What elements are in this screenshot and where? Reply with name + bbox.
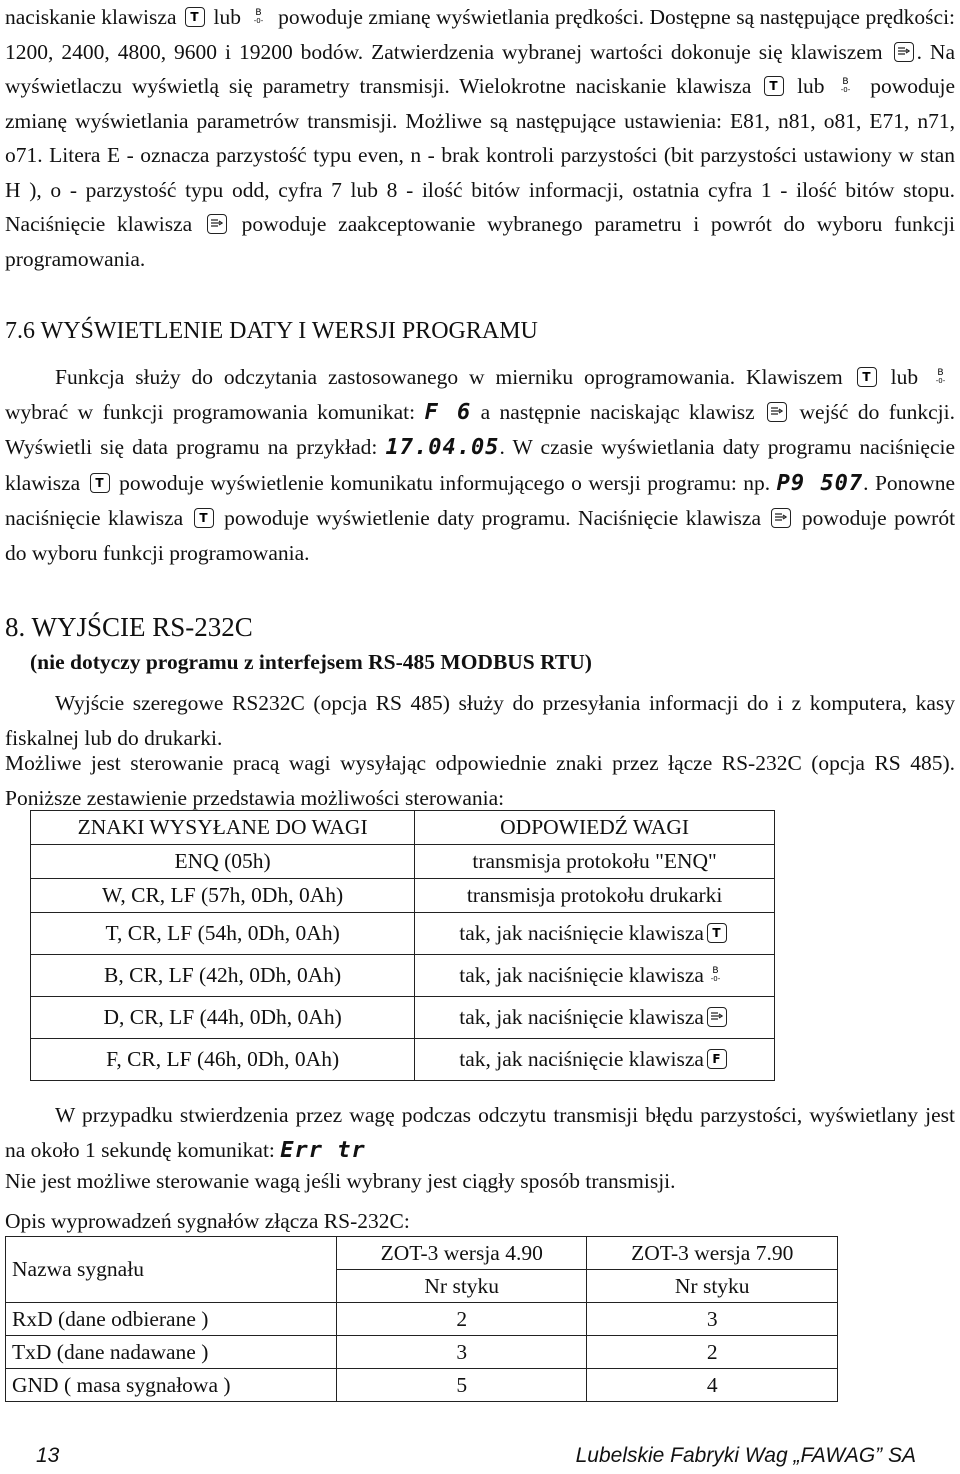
section-text: a następnie naciskając klawisz bbox=[480, 399, 755, 424]
intro-text: powoduje zaakceptowanie wybranego parametru i powrót do wyboru funkcji programowania. bbox=[5, 212, 956, 271]
table-cell: transmisja protokołu "ENQ" bbox=[415, 845, 775, 879]
svg-text:F: F bbox=[712, 1052, 721, 1066]
svg-text:T: T bbox=[712, 926, 721, 940]
svg-text:B: B bbox=[842, 77, 849, 87]
section-text: Funkcja służy do odczytania zastosowanego w mierniku oprogramowania. Klawiszem bbox=[55, 365, 843, 389]
table-cell: 2 bbox=[337, 1303, 587, 1336]
svg-text:T: T bbox=[769, 79, 778, 93]
t-key-icon bbox=[185, 7, 205, 27]
t-key-icon bbox=[857, 367, 877, 387]
section-8-subtitle: (nie dotyczy programu z interfejsem RS-485 MODBUS RTU) bbox=[30, 650, 592, 674]
svg-text:-0-: -0- bbox=[841, 86, 851, 93]
section-text: powoduje wyświetlenie komunikatu informującego o wersji programu: np. bbox=[119, 470, 771, 495]
enter-key-icon bbox=[771, 508, 791, 528]
intro-text: powoduje zmianę wyświetlania prędkości. Dostępne są następujące prędkości: 1200, 2400, 4800, 9600 i 19200 bodów. Zatwierdzenia wybranej wartości dokonuje się klawiszem bbox=[5, 5, 956, 64]
intro-paragraph bbox=[5, 0, 955, 276]
pinout-caption: Opis wyprowadzeń sygnałów złącza RS-232C: bbox=[5, 1209, 410, 1233]
section-text: . Ponowne naciśnięcie klawisza bbox=[5, 470, 955, 530]
svg-text:B: B bbox=[712, 966, 719, 976]
section-text: wejść do funkcji. Wyświetli się data programu na przykład: bbox=[5, 399, 955, 459]
svg-text:T: T bbox=[199, 511, 208, 525]
table-row bbox=[6, 1336, 838, 1369]
svg-text:T: T bbox=[862, 370, 871, 384]
section-7-6-paragraph bbox=[5, 360, 955, 570]
table-cell: 4 bbox=[587, 1369, 838, 1402]
svg-text:B: B bbox=[254, 8, 262, 18]
section-text: . W czasie wyświetlania daty programu naciśnięcie klawisza bbox=[5, 435, 956, 495]
table-cell bbox=[415, 997, 775, 1039]
table-header: Nr styku bbox=[337, 1270, 587, 1303]
table-cell: RxD (dane odbierane ) bbox=[6, 1303, 337, 1336]
lcd-message: P9 507 bbox=[776, 470, 864, 496]
pinout-table bbox=[5, 1236, 838, 1402]
cell-text: tak, jak naciśnięcie klawisza bbox=[459, 1005, 704, 1029]
section-8-paragraph-2: Możliwe jest sterowanie pracą wagi wysyłając odpowiednie znaki przez łącze RS-232C (opcja RS 485). Poniższe zestawienie przedstawia możliwości sterowania: bbox=[5, 751, 955, 810]
section-text: lub bbox=[890, 365, 919, 389]
t-key-icon bbox=[764, 76, 784, 96]
table-row bbox=[31, 845, 775, 879]
table-row bbox=[31, 997, 775, 1039]
paragraph-text: W przypadku stwierdzenia przez wagę podczas odczytu transmisji błędu parzystości, wyświetlany jest na około 1 sekundę komunikat: bbox=[5, 1103, 955, 1162]
table-header: ZNAKI WYSYŁANE DO WAGI bbox=[31, 811, 415, 845]
intro-text: lub bbox=[797, 74, 825, 98]
enter-key-icon bbox=[207, 214, 227, 234]
table-cell: B, CR, LF (42h, 0Dh, 0Ah) bbox=[31, 955, 415, 997]
cell-text: tak, jak naciśnięcie klawisza bbox=[459, 921, 704, 945]
svg-text:-0-: -0- bbox=[710, 975, 721, 982]
lcd-message: F 6 bbox=[424, 399, 472, 425]
table-cell bbox=[415, 955, 775, 997]
b0-key-icon bbox=[707, 965, 727, 985]
enter-key-icon bbox=[894, 42, 914, 62]
enter-key-icon bbox=[767, 402, 787, 422]
table-cell bbox=[415, 913, 775, 955]
b0-key-icon bbox=[932, 367, 952, 387]
table-cell: 5 bbox=[337, 1369, 587, 1402]
table-cell: TxD (dane nadawane ) bbox=[6, 1336, 337, 1369]
section-8-heading: 8. WYJŚCIE RS-232C bbox=[5, 612, 253, 642]
table-header: ZOT-3 wersja 4.90 bbox=[337, 1237, 587, 1270]
table-header: Nr styku bbox=[587, 1270, 838, 1303]
parity-error-paragraph bbox=[5, 1098, 955, 1168]
svg-text:T: T bbox=[95, 475, 104, 490]
section-8-paragraph-1: Wyjście szeregowe RS232C (opcja RS 485) służy do przesyłania informacji do i z komputera, kasy fiskalnej lub do drukarki. bbox=[5, 691, 955, 750]
table-cell bbox=[415, 1039, 775, 1081]
table-cell: 2 bbox=[587, 1336, 838, 1369]
table-row bbox=[6, 1369, 838, 1402]
table-row bbox=[6, 1303, 838, 1336]
cell-text: tak, jak naciśnięcie klawisza bbox=[459, 1047, 704, 1071]
table-row bbox=[31, 1039, 775, 1081]
lcd-message: Err tr bbox=[280, 1137, 366, 1163]
table-header: Nazwa sygnału bbox=[6, 1237, 337, 1303]
b0-key-icon bbox=[250, 7, 270, 27]
svg-text:T: T bbox=[190, 10, 199, 24]
table-cell: GND ( masa sygnałowa ) bbox=[6, 1369, 337, 1402]
table-header: ODPOWIEDŹ WAGI bbox=[415, 811, 775, 845]
section-7-6-heading: 7.6 WYŚWIETLENIE DATY I WERSJI PROGRAMU bbox=[5, 318, 538, 344]
intro-text: powoduje zmianę wyświetlania parametrów transmisji. Możliwe są następujące ustawienia: E81, n81, o81, E71, n71, o71. Litera E - oznacza parzystość typu even, n - brak kontroli parzystości (bit parzystości ustawiony w stan H ), o - parzystość typu odd, cyfra 7 lub 8 - ilość bitów informacji, ostatnia cyfra 1 - ilość bitów stopu. Naciśnięcie klawisza bbox=[5, 74, 956, 236]
cell-text: tak, jak naciśnięcie klawisza bbox=[459, 963, 704, 987]
t-key-icon bbox=[707, 923, 727, 943]
svg-text:-0-: -0- bbox=[935, 377, 946, 384]
svg-text:-0-: -0- bbox=[253, 17, 263, 24]
svg-text:B: B bbox=[937, 368, 944, 378]
intro-text: naciskanie klawisza bbox=[5, 5, 177, 29]
table-cell: 3 bbox=[337, 1336, 587, 1369]
table-cell: F, CR, LF (46h, 0Dh, 0Ah) bbox=[31, 1039, 415, 1081]
table-cell: W, CR, LF (57h, 0Dh, 0Ah) bbox=[31, 879, 415, 913]
table-cell: T, CR, LF (54h, 0Dh, 0Ah) bbox=[31, 913, 415, 955]
table-cell: transmisja protokołu drukarki bbox=[415, 879, 775, 913]
continuous-note: Nie jest możliwe sterowanie wagą jeśli wybrany jest ciągły sposób transmisji. bbox=[5, 1169, 676, 1193]
t-key-icon bbox=[194, 508, 214, 528]
table-cell: 3 bbox=[587, 1303, 838, 1336]
control-table bbox=[30, 810, 775, 1081]
table-row bbox=[31, 955, 775, 997]
page-number: 13 bbox=[36, 1444, 60, 1467]
table-header: ZOT-3 wersja 7.90 bbox=[587, 1237, 838, 1270]
b0-key-icon bbox=[837, 76, 857, 96]
f-key-icon bbox=[707, 1049, 727, 1069]
intro-text: . Na wyświetlaczu wyświetlą się parametry transmisji. Wielokrotne naciskanie klawisza bbox=[5, 39, 955, 98]
section-text: powoduje wyświetlenie daty programu. Naciśnięcie klawisza bbox=[224, 506, 761, 530]
section-text: powoduje powrót do wyboru funkcji programowania. bbox=[5, 506, 956, 565]
intro-text: lub bbox=[213, 5, 242, 29]
footer-company: Lubelskie Fabryki Wag „FAWAG” SA bbox=[575, 1444, 916, 1467]
t-key-icon bbox=[90, 473, 110, 493]
table-row bbox=[31, 879, 775, 913]
lcd-message: 17.04.05 bbox=[385, 435, 500, 460]
table-cell: D, CR, LF (44h, 0Dh, 0Ah) bbox=[31, 997, 415, 1039]
enter-key-icon bbox=[707, 1007, 727, 1027]
table-row bbox=[31, 913, 775, 955]
section-text: wybrać w funkcji programowania komunikat: bbox=[5, 399, 416, 424]
table-cell: ENQ (05h) bbox=[31, 845, 415, 879]
